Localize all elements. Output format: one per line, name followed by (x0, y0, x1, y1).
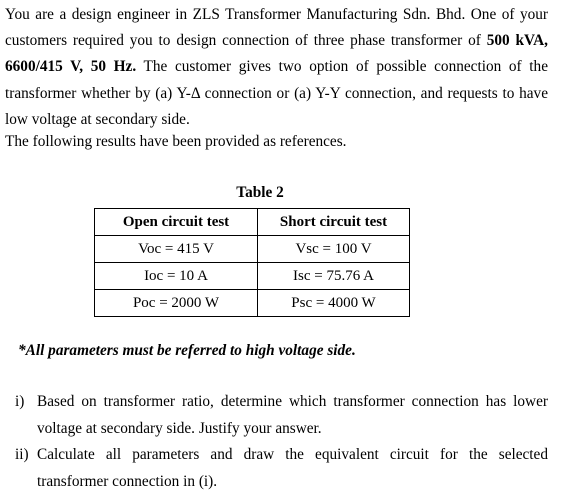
table-row (95, 263, 410, 290)
question-text: Calculate all parameters and draw the equivalent circuit for the selected transformer connection in (i). (37, 446, 548, 490)
question-item (15, 442, 548, 495)
table-cell: Ioc = 10 A (95, 263, 258, 290)
table-row (95, 236, 410, 263)
problem-statement (5, 2, 548, 133)
table-cell: Voc = 415 V (95, 236, 258, 263)
results-table (94, 208, 410, 317)
table-cell: Isc = 75.76 A (258, 263, 410, 290)
table-row (95, 290, 410, 317)
question-number: i) (15, 393, 25, 410)
table-caption: Table 2 (236, 184, 284, 201)
note: *All parameters must be referred to high voltage side. (18, 342, 356, 359)
table-cell: Psc = 4000 W (258, 290, 410, 317)
statement-text: You are a design engineer in ZLS Transformer Manufacturing Sdn. Bhd. One of your customers required you to design connection of three phase transformer of (5, 6, 548, 50)
table-header-row (95, 209, 410, 236)
question-text: Based on transformer ratio, determine which transformer connection has lower voltage at secondary side. Justify your answer. (37, 393, 548, 437)
transformer-rating: 500 kVA, 6600/415 V, 50 Hz. (5, 32, 548, 76)
table-cell: Vsc = 100 V (258, 236, 410, 263)
question-number: ii) (15, 446, 29, 463)
reference-line: The following results have been provided as references. (5, 133, 347, 150)
table-cell: Poc = 2000 W (95, 290, 258, 317)
header-short-circuit: Short circuit test (258, 209, 410, 236)
statement-text-cont: The customer gives two option of possible connection of the transformer whether by (a) Y-Δ connection or (a) Y-Y connection, and requests to have low voltage at secondary side. (5, 58, 548, 128)
header-open-circuit: Open circuit test (95, 209, 258, 236)
question-item (15, 389, 548, 442)
